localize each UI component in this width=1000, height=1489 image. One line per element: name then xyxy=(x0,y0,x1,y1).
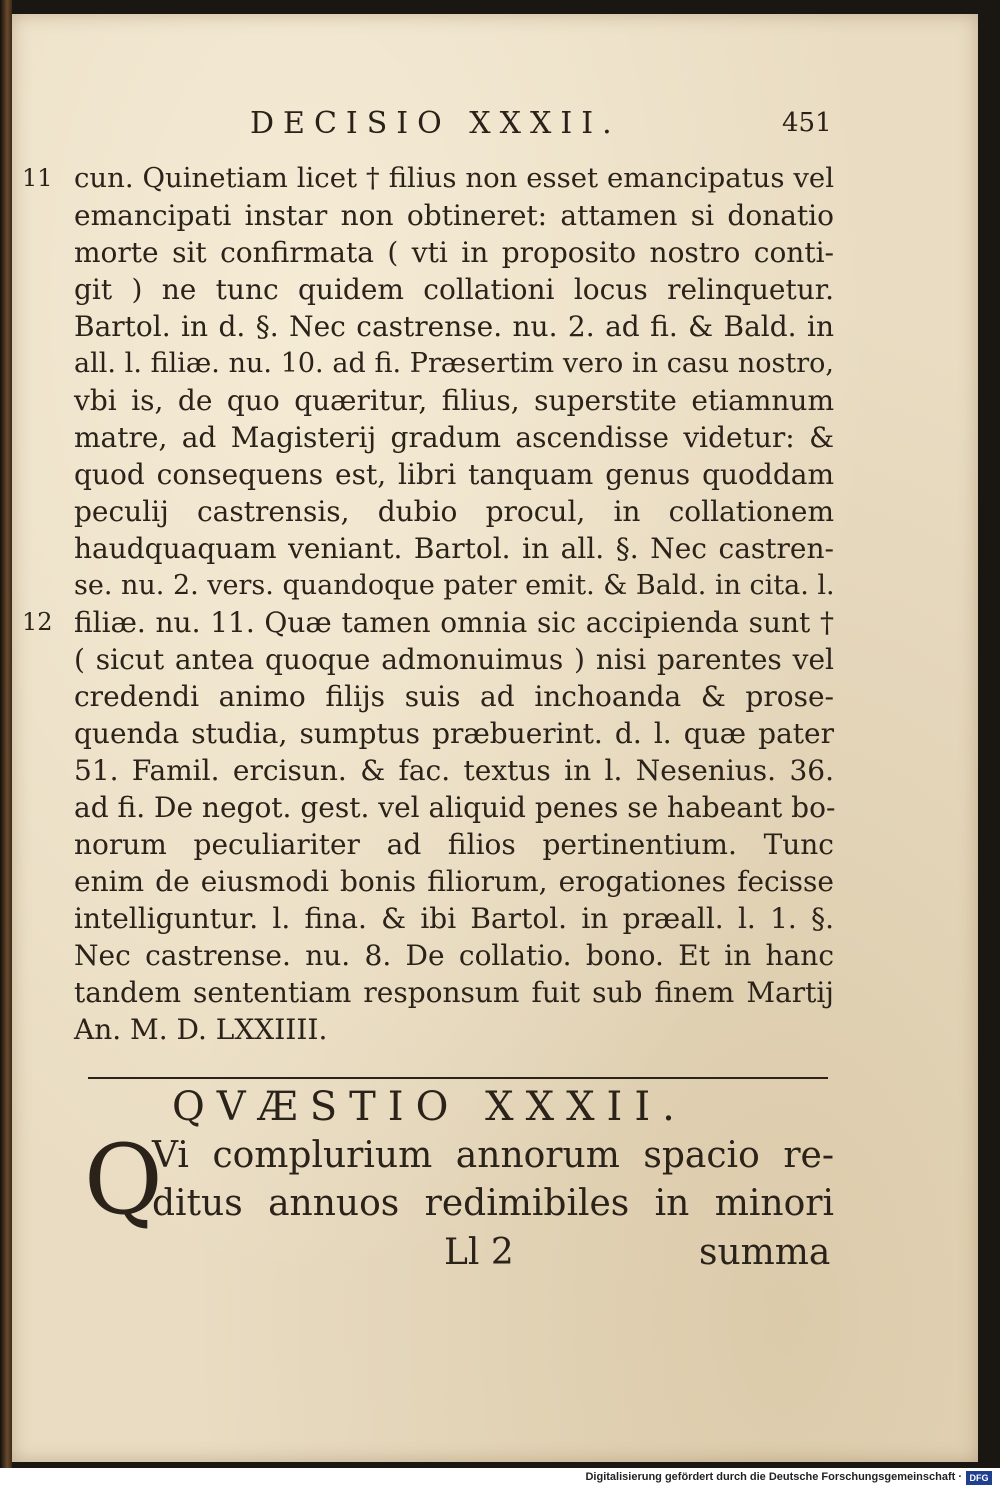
line-text: ad fi. De negot. gest. vel aliquid penes se habeant bo- xyxy=(74,791,836,824)
line-text: morte sit confirmata ( vti in proposito nostro conti- xyxy=(74,236,834,269)
dfg-logo: DFG xyxy=(966,1471,992,1485)
text-line xyxy=(74,900,834,937)
text-line xyxy=(74,937,834,974)
text-line xyxy=(74,826,834,863)
line-text: Bartol. in d. §. Nec castrense. nu. 2. ad fi. & Bald. in xyxy=(74,310,834,343)
line-text: Nec castrense. nu. 8. De collatio. bono. Et in hanc xyxy=(74,939,834,972)
line-text: intelliguntur. l. fina. & ibi Bartol. in præall. l. 1. §. xyxy=(74,902,834,935)
line-text: emancipati instar non obtineret: attamen si donatio xyxy=(74,199,834,232)
text-line xyxy=(22,604,834,641)
running-title: DECISIO XXXII. xyxy=(250,106,621,141)
page-foot xyxy=(74,1232,834,1280)
folio-number: 451 xyxy=(782,108,832,138)
text-line xyxy=(74,1011,834,1048)
line-text: credendi animo filijs suis ad inchoanda & prose- xyxy=(74,680,834,713)
text-line xyxy=(74,974,834,1011)
line-text: se. nu. 2. vers. quandoque pater emit. & Bald. in cita. l. xyxy=(74,570,835,601)
marginal-number: 12 xyxy=(22,608,53,636)
question-line: ditus annuos redimibiles in minori xyxy=(152,1183,834,1224)
text-line xyxy=(74,308,834,345)
line-text: peculij castrensis, dubio procul, in collationem xyxy=(74,495,834,528)
line-text: quod consequens est, libri tanquam genus quoddam xyxy=(74,458,834,491)
signature-mark: Ll 2 xyxy=(444,1232,514,1273)
question-line: Vi complurium annorum spacio re- xyxy=(152,1135,834,1176)
book-page xyxy=(12,14,978,1462)
text-line xyxy=(74,530,834,567)
footer-bar xyxy=(0,1468,1000,1489)
text-line xyxy=(74,419,834,456)
text-line xyxy=(74,345,834,382)
funding-credit: Digitalisierung gefördert durch die Deutsche Forschungsgemeinschaft · xyxy=(585,1471,962,1483)
text-line xyxy=(74,197,834,234)
drop-cap-initial: Q xyxy=(84,1124,163,1236)
text-line xyxy=(74,493,834,530)
line-text: quenda studia, sumptus præbuerint. d. l. quæ pater xyxy=(74,717,834,750)
text-line xyxy=(74,863,834,900)
text-line xyxy=(74,789,834,826)
line-text: tandem sententiam responsum fuit sub finem Martij xyxy=(74,976,834,1009)
line-text: matre, ad Magisterij gradum ascendisse videtur: & xyxy=(74,421,834,454)
line-text: 51. Famil. ercisun. & fac. textus in l. Nesenius. 36. xyxy=(74,754,834,787)
line-text: cun. Quinetiam licet † filius non esset emancipatus vel xyxy=(74,162,834,194)
line-text: haudquaquam veniant. Bartol. in all. §. Nec castren- xyxy=(74,532,834,565)
text-line xyxy=(74,567,834,604)
text-line xyxy=(74,752,834,789)
question-heading: QVÆSTIO XXXII. xyxy=(172,1084,687,1130)
section-divider xyxy=(88,1077,828,1079)
text-line xyxy=(74,234,834,271)
running-head xyxy=(12,106,978,146)
line-text: An. M. D. LXXIIII. xyxy=(74,1013,328,1046)
line-text: norum peculiariter ad filios pertinentium. Tunc xyxy=(74,828,834,861)
line-text: vbi is, de quo quæritur, filius, superstite etiamnum xyxy=(74,384,834,417)
line-text: ( sicut antea quoque admonuimus ) nisi parentes vel xyxy=(74,643,834,676)
text-line xyxy=(74,715,834,752)
line-text: filiæ. nu. 11. Quæ tamen omnia sic accipienda sunt † xyxy=(74,606,834,639)
catchword: summa xyxy=(699,1232,831,1273)
marginal-number: 11 xyxy=(22,164,53,192)
line-text: all. l. filiæ. nu. 10. ad fi. Præsertim vero in casu nostro, xyxy=(74,348,834,379)
book-spine-edge xyxy=(0,0,12,1468)
line-text: git ) ne tunc quidem collationi locus relinquetur. xyxy=(74,273,834,306)
line-text: enim de eiusmodi bonis filiorum, erogationes fecisse xyxy=(74,865,834,898)
body-text xyxy=(22,160,836,1048)
text-line xyxy=(74,641,834,678)
question-body xyxy=(74,1124,834,1236)
text-line xyxy=(22,160,834,197)
text-line xyxy=(74,271,834,308)
text-line xyxy=(74,382,834,419)
text-line xyxy=(74,678,834,715)
text-line xyxy=(74,456,834,493)
